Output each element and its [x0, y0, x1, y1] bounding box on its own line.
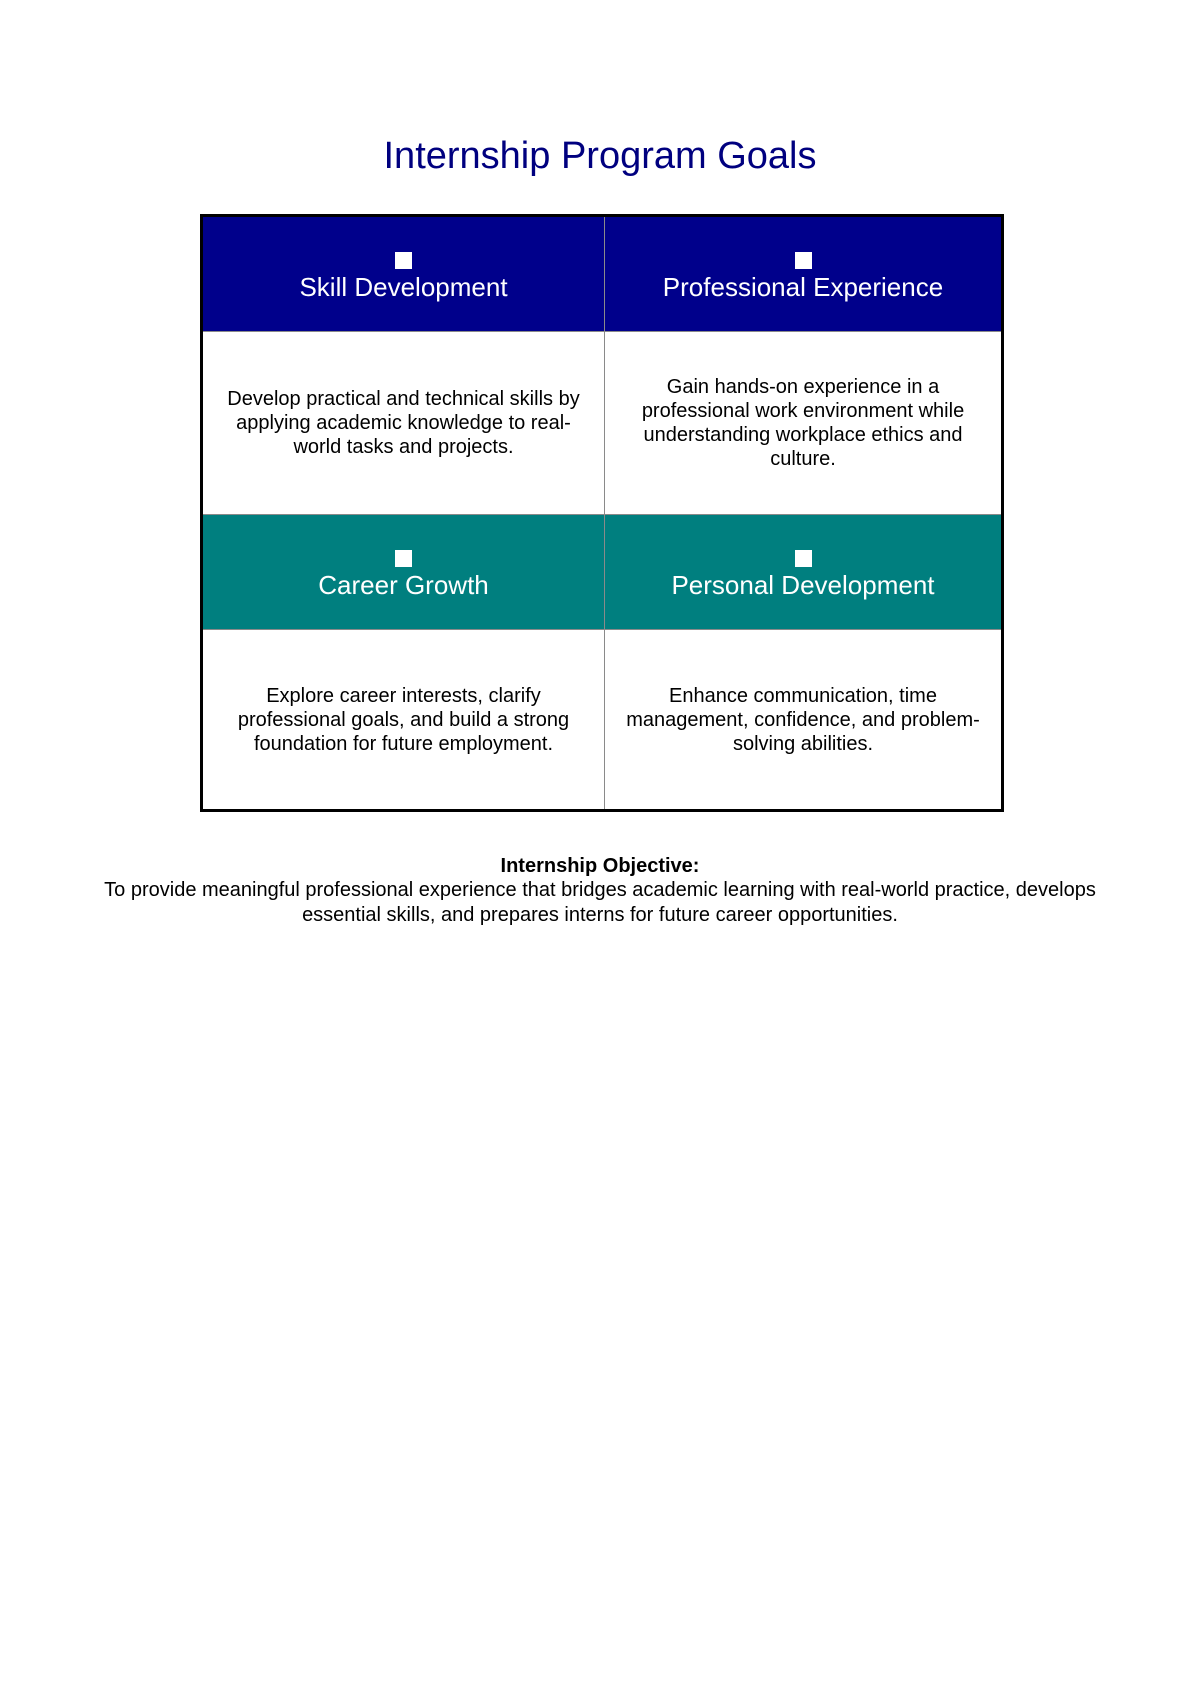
objective-heading: Internship Objective:: [500, 855, 700, 877]
goal-description-professional-experience: [605, 332, 1001, 515]
goal-heading: Personal Development: [671, 570, 935, 600]
goal-heading: Skill Development: [299, 272, 508, 302]
goals-table: [200, 214, 1004, 812]
goal-description: Enhance communication, time management, confidence, and problem-solving abilities.: [626, 684, 980, 755]
goal-header-professional-experience: [605, 217, 1001, 332]
goal-description-career-growth: [203, 630, 605, 809]
page-title: Internship Program Goals: [383, 135, 817, 177]
goal-header-skill-development: [203, 217, 605, 332]
objective-section: [0, 854, 1200, 928]
goal-description-personal-development: [605, 630, 1001, 809]
objective-text: To provide meaningful professional experience that bridges academic learning with real-world practice, develops essential skills, and prepares interns for future career opportunities.: [104, 879, 1096, 926]
square-icon: [395, 252, 412, 269]
goal-header-career-growth: [203, 515, 605, 630]
goal-description: Explore career interests, clarify professional goals, and build a strong foundation for future employment.: [237, 684, 570, 755]
square-icon: [795, 252, 812, 269]
goal-header-personal-development: [605, 515, 1001, 630]
square-icon: [395, 550, 412, 567]
goal-description-skill-development: [203, 332, 605, 515]
goal-heading: Professional Experience: [662, 272, 944, 302]
goal-heading: Career Growth: [318, 570, 489, 600]
goal-description: Develop practical and technical skills by applying academic knowledge to real-world tasks and projects.: [227, 388, 580, 458]
goal-description: Gain hands-on experience in a professional work environment while understanding workplace ethics and culture.: [641, 376, 965, 470]
square-icon: [795, 550, 812, 567]
